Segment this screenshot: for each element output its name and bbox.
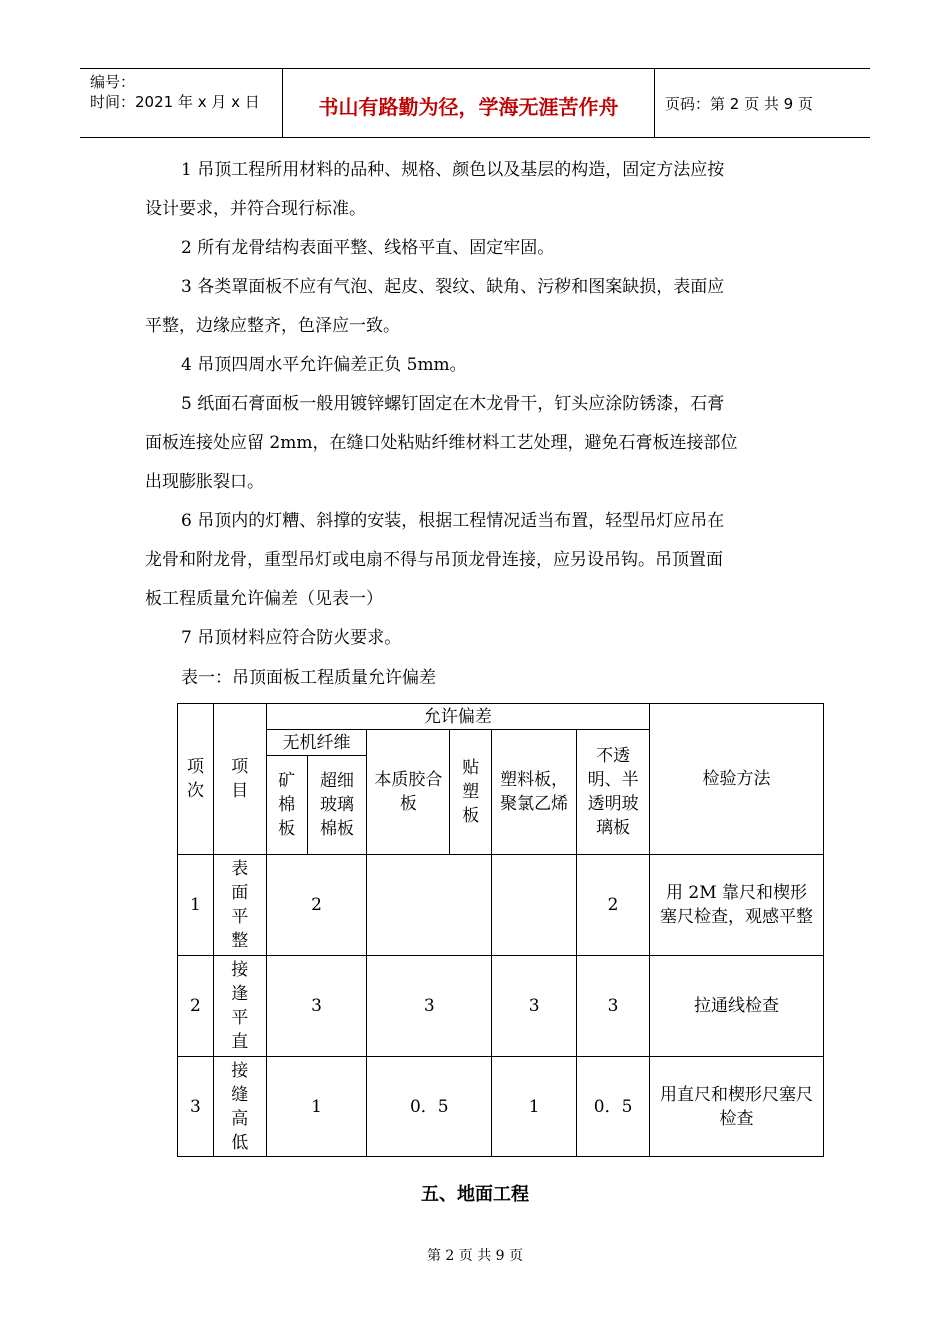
paragraph-line: 平整，边缘应整齐，色泽应一致。 xyxy=(145,316,400,336)
row-plastic: 3 xyxy=(492,956,577,1057)
row-glass: 2 xyxy=(577,855,650,956)
header-mineral: 矿棉板 xyxy=(266,756,307,855)
section-title: 五、地面工程 xyxy=(421,1184,529,1205)
header-item: 项目 xyxy=(213,704,266,855)
row-item: 接逢平直 xyxy=(213,956,266,1057)
page-footer: 第 2 页 共 9 页 xyxy=(426,1248,524,1264)
paragraph-line: 1 吊顶工程所用材料的品种、规格、颜色以及基层的构造，固定方法应按 xyxy=(181,160,725,180)
table-row xyxy=(178,855,824,956)
header-plastic: 塑料板，聚氯乙烯 xyxy=(492,730,577,855)
header-wood: 本质胶合板 xyxy=(367,730,450,855)
header-page-cell xyxy=(655,69,870,137)
paragraph-6 xyxy=(145,502,805,619)
table-caption: 表一：吊顶面板工程质量允许偏差 xyxy=(181,668,436,688)
row-wood: 3 xyxy=(367,956,492,1057)
row-glass: 3 xyxy=(577,956,650,1057)
paragraph-line: 5 纸面石膏面板一般用镀锌螺钉固定在木龙骨干，钉头应涂防锈漆，石膏 xyxy=(181,394,725,414)
row-inorganic: 2 xyxy=(266,855,367,956)
paragraph-line: 面板连接处应留 2mm，在缝口处粘贴纤维材料工艺处理，避免石膏板连接部位 xyxy=(145,433,738,453)
paragraph-line: 龙骨和附龙骨，重型吊灯或电扇不得与吊顶龙骨连接，应另设吊钩。吊顶置面 xyxy=(145,550,723,570)
paragraph-line: 板工程质量允许偏差（见表一） xyxy=(145,589,383,609)
row-seq: 3 xyxy=(178,1057,214,1157)
paragraph-5 xyxy=(145,385,805,502)
row-item: 接缝高低 xyxy=(213,1057,266,1157)
row-seq: 2 xyxy=(178,956,214,1057)
paragraph-3 xyxy=(145,268,805,346)
row-plastic xyxy=(492,855,577,956)
header-tolerance: 允许偏差 xyxy=(266,704,649,730)
page-header xyxy=(80,68,870,138)
table-row xyxy=(178,956,824,1057)
row-method: 用 2M 靠尺和楔形塞尺检查，观感平整 xyxy=(650,855,824,956)
paragraph-line: 设计要求，并符合现行标准。 xyxy=(145,199,366,219)
paragraph-4 xyxy=(145,346,805,385)
paragraph-line: 出现膨胀裂口。 xyxy=(145,472,264,492)
header-seq: 项次 xyxy=(178,704,214,855)
row-inorganic: 1 xyxy=(266,1057,367,1157)
row-item: 表面平整 xyxy=(213,855,266,956)
row-method: 拉通线检查 xyxy=(650,956,824,1057)
serial-label: 编号： xyxy=(90,73,136,91)
header-page-number: 页码：第 2 页 共 9 页 xyxy=(665,95,813,113)
paragraph-line: 6 吊顶内的灯糟、斜撑的安装，根据工程情况适当布置，轻型吊灯应吊在 xyxy=(181,511,725,531)
row-method: 用直尺和楔形尺塞尺检查 xyxy=(650,1057,824,1157)
row-plastic: 1 xyxy=(492,1057,577,1157)
row-wood: 0．5 xyxy=(367,1057,492,1157)
tolerance-table xyxy=(177,703,824,1157)
header-glass: 不透明、半透明玻璃板 xyxy=(577,730,650,855)
row-wood xyxy=(367,855,492,956)
row-inorganic: 3 xyxy=(266,956,367,1057)
header-motto-cell xyxy=(283,69,655,137)
header-method: 检验方法 xyxy=(650,704,824,855)
paragraph-1 xyxy=(145,151,805,229)
paragraph-line: 2 所有龙骨结构表面平整、线格平直、固定牢固。 xyxy=(181,238,555,258)
header-laminate: 贴塑板 xyxy=(450,730,492,855)
header-glasswool: 超细玻璃棉板 xyxy=(307,756,367,855)
paragraph-7 xyxy=(145,619,805,658)
table-row xyxy=(178,1057,824,1157)
paragraph-2 xyxy=(145,229,805,268)
header-left-cell xyxy=(80,69,283,137)
row-seq: 1 xyxy=(178,855,214,956)
header-inorganic: 无机纤维 xyxy=(266,730,367,756)
paragraph-line: 3 各类罩面板不应有气泡、起皮、裂纹、缺角、污秽和图案缺损，表面应 xyxy=(181,277,725,297)
date-label: 时间：2021 年 x 月 x 日 xyxy=(90,93,260,111)
paragraph-line: 7 吊顶材料应符合防火要求。 xyxy=(181,628,402,648)
motto: 书山有路勤为径，学海无涯苦作舟 xyxy=(318,95,619,119)
row-glass: 0．5 xyxy=(577,1057,650,1157)
paragraph-line: 4 吊顶四周水平允许偏差正负 5mm。 xyxy=(181,355,467,375)
